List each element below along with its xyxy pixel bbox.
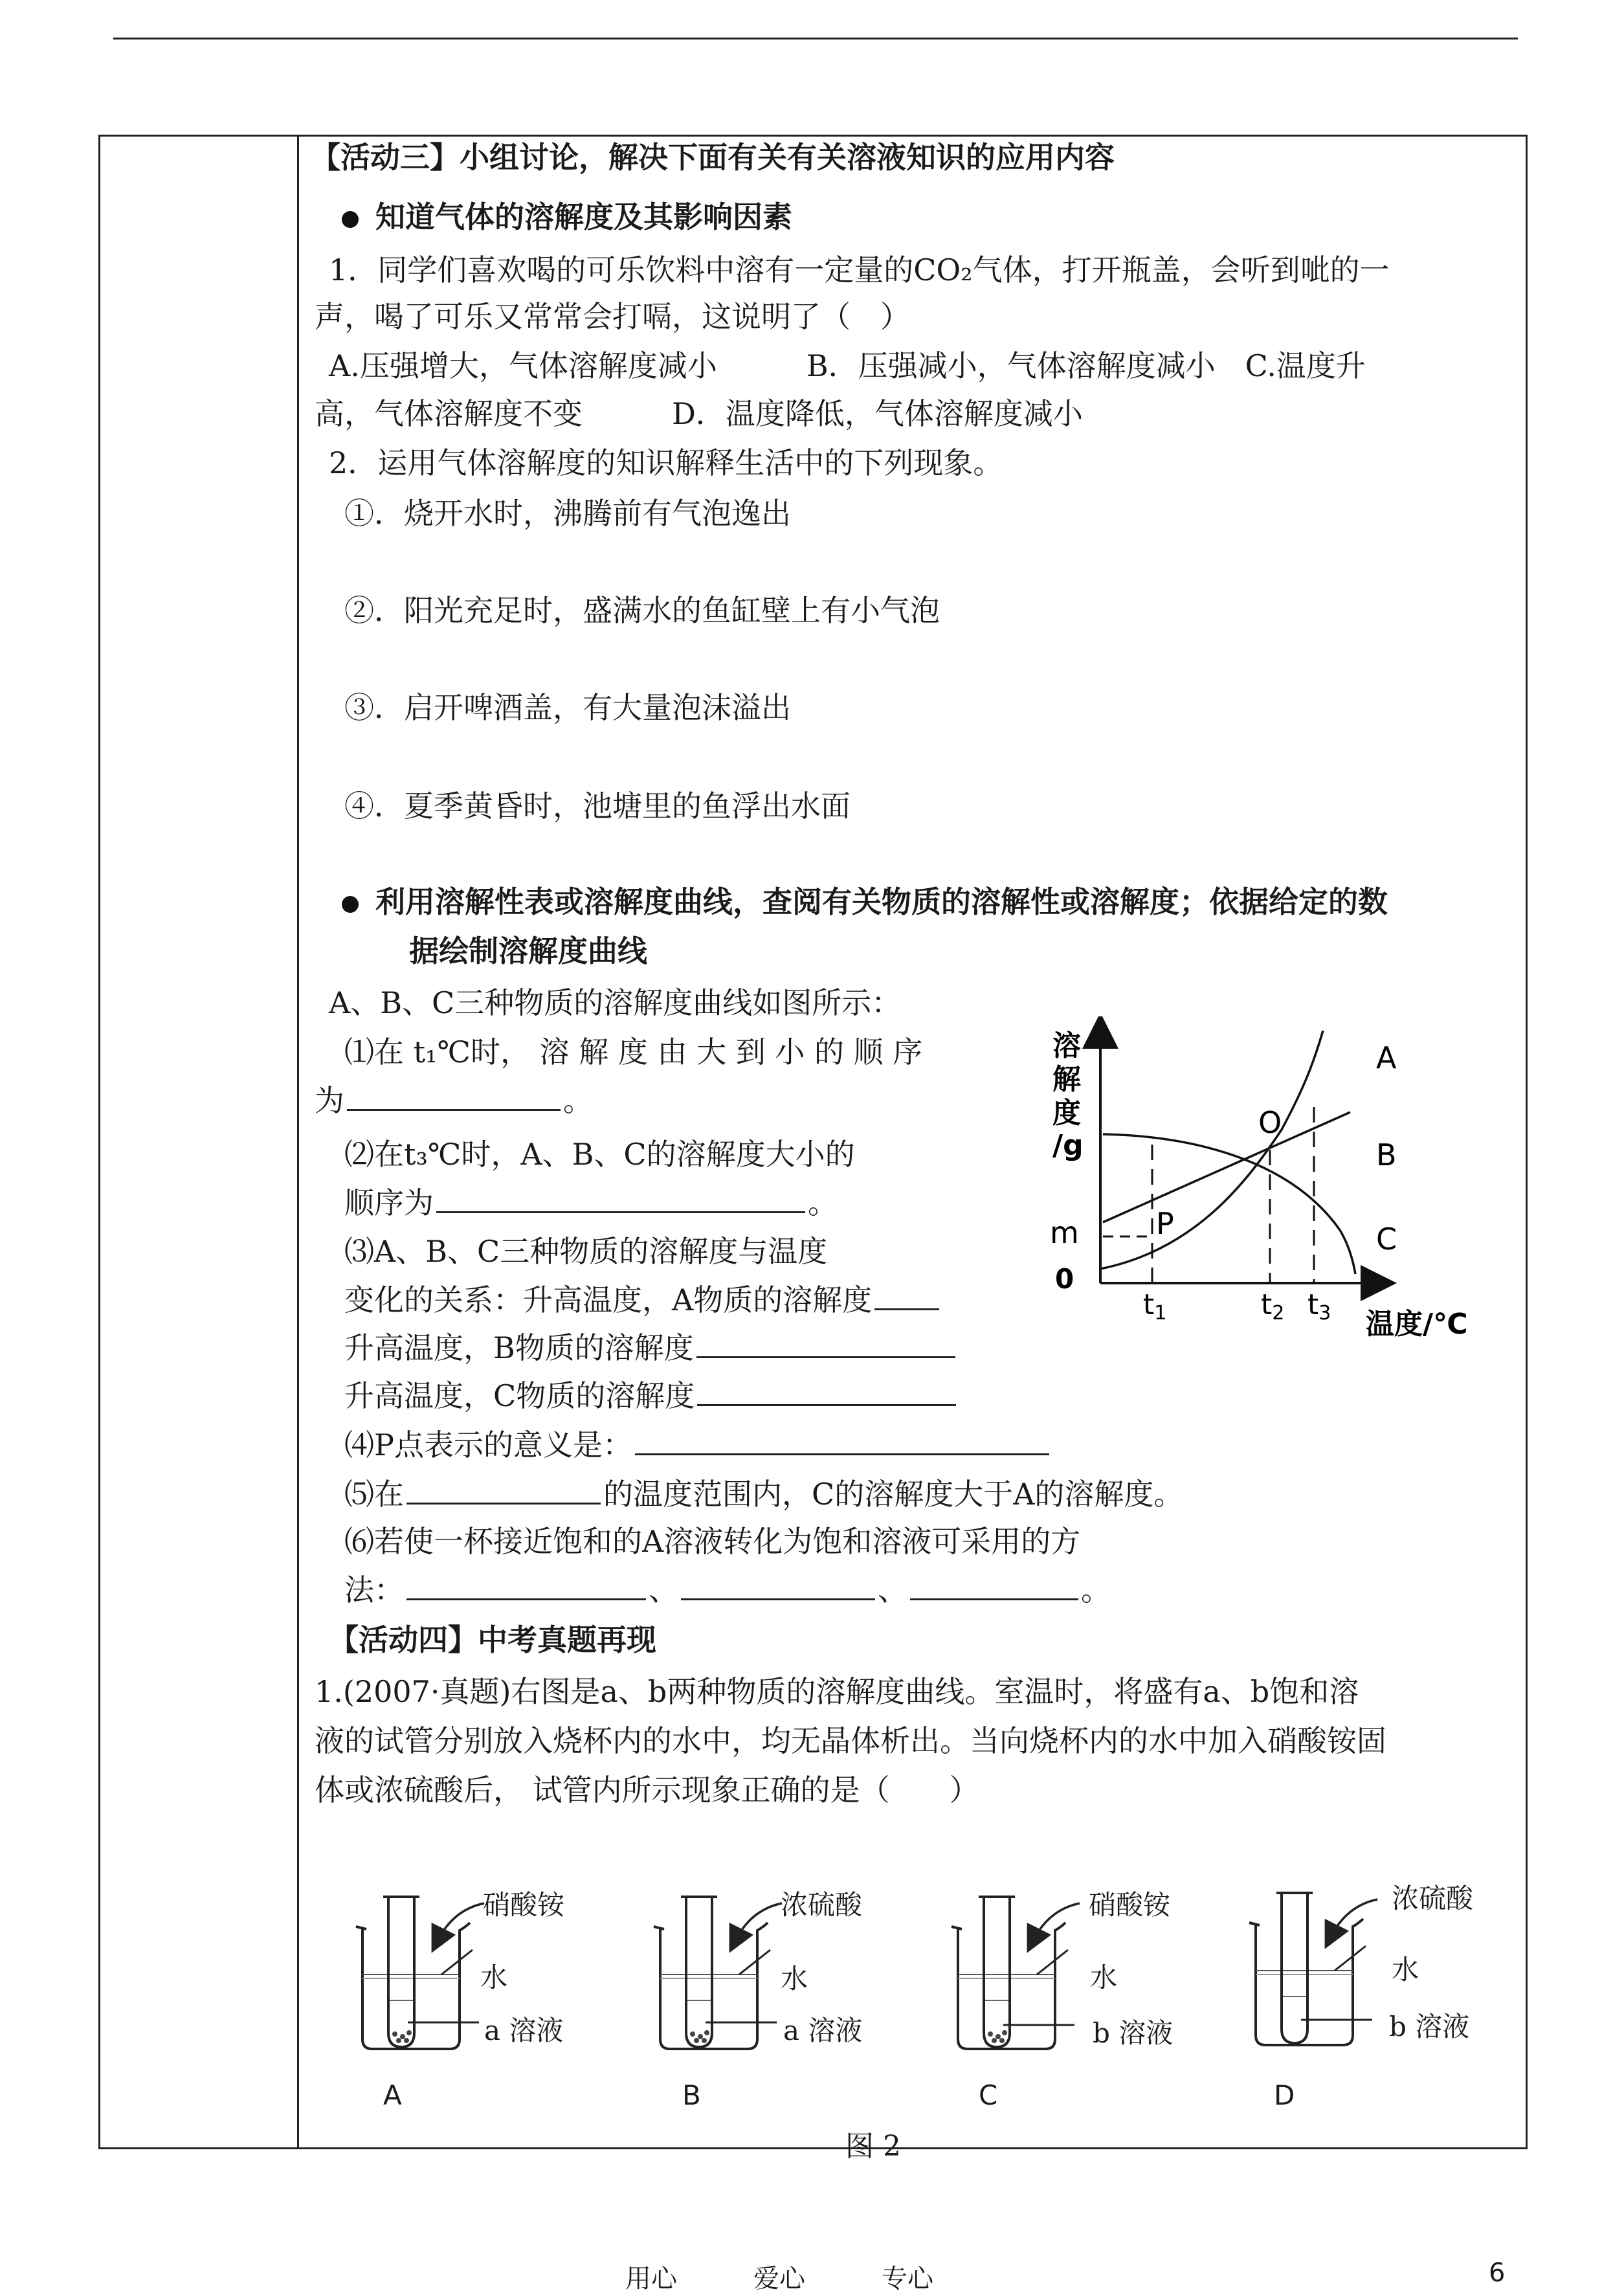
beaker-c (951, 1897, 1080, 2049)
q2-item1: ①．烧开水时，沸腾前有气泡逸出 (344, 496, 791, 531)
beaker-c-water: 水 (1090, 1962, 1118, 1993)
label-t1: t1 (1143, 1288, 1167, 1325)
label-m: m (1050, 1215, 1079, 1250)
footer-motto-1: 用心 (625, 2264, 677, 2293)
answer-blank[interactable] (696, 1330, 955, 1358)
y-label-1: 溶 (1052, 1029, 1081, 1062)
q1-options-line1: A.压强增大，气体溶解度减小 B．压强减小，气体溶解度减小 C.温度升 (329, 348, 1366, 383)
activity4-heading: 【活动四】中考真题再现 (329, 1622, 656, 1657)
curve-intro: A、B、C三种物质的溶解度曲线如图所示： (329, 985, 902, 1020)
answer-blank[interactable] (406, 1476, 601, 1504)
c4-line: ⑷P点表示的意义是： (344, 1427, 1052, 1463)
activity4-q-line3: 体或浓硫酸后， 试管内所示现象正确的是（ ） (315, 1773, 979, 1807)
beaker-b-reagent: 浓硫酸 (781, 1889, 863, 1921)
bullet-solubility-curves (342, 884, 1388, 920)
c1-line1: ⑴在 t₁℃时， 溶 解 度 由 大 到 小 的 顺 序 (344, 1035, 923, 1069)
label-origin: 0 (1055, 1263, 1074, 1295)
page-number: 6 (1489, 2258, 1506, 2288)
label-o: O (1258, 1105, 1282, 1140)
beaker-b-solution: a 溶液 (783, 2015, 863, 2046)
answer-blank[interactable] (347, 1082, 561, 1111)
header-rule (113, 38, 1518, 39)
answer-blank[interactable] (681, 1572, 875, 1600)
beaker-a-water: 水 (480, 1962, 508, 1993)
q2-item3: ③．启开啤酒盖，有大量泡沫溢出 (344, 690, 791, 725)
beaker-c-reagent: 硝酸铵 (1089, 1889, 1171, 1921)
c5-line: ⑸在 的温度范围内，C的溶解度大于A的溶解度。 (344, 1477, 1184, 1512)
beaker-c-solution: b 溶液 (1093, 2017, 1174, 2049)
y-label-3: 度 (1052, 1097, 1081, 1130)
bullet-icon (342, 211, 359, 228)
beaker-d-reagent: 浓硫酸 (1392, 1883, 1474, 1914)
figure-caption: 图 2 (845, 2130, 901, 2163)
beaker-a-reagent: 硝酸铵 (483, 1889, 565, 1921)
c3-line4: 升高温度，C物质的溶解度 (344, 1378, 959, 1414)
bullet-solubility-curves-line2: 据绘制溶解度曲线 (409, 934, 647, 968)
label-a: A (1376, 1040, 1397, 1075)
label-t3: t3 (1307, 1288, 1331, 1325)
beaker-d-water: 水 (1392, 1954, 1419, 1985)
bullet-text: 利用溶解性表或溶解度曲线，查阅有关物质的溶解性或溶解度；依据给定的数 (375, 884, 1388, 919)
table-column-divider (297, 135, 299, 2149)
q2-item2: ②．阳光充足时，盛满水的鱼缸壁上有小气泡 (344, 593, 940, 628)
footer-motto-2: 爱心 (753, 2264, 805, 2293)
label-t2: t2 (1261, 1288, 1285, 1325)
y-label-2: 解 (1052, 1063, 1081, 1096)
answer-blank[interactable] (635, 1427, 1049, 1455)
bullet-icon (342, 896, 359, 913)
bullet-text: 知道气体的溶解度及其影响因素 (375, 199, 792, 234)
answer-blank[interactable] (436, 1185, 805, 1213)
beaker-c-letter: C (979, 2079, 998, 2111)
q1-line1: 1．同学们喜欢喝的可乐饮料中溶有一定量的CO₂气体，打开瓶盖，会听到呲的一 (329, 252, 1390, 287)
c2-line2: 顺序为 。 (344, 1185, 838, 1220)
c3-line2: 变化的关系：升高温度，A物质的溶解度 (344, 1282, 942, 1318)
beaker-b-letter: B (682, 2079, 701, 2111)
q2-item4: ④．夏季黄昏时，池塘里的鱼浮出水面 (344, 789, 851, 823)
answer-blank[interactable] (910, 1572, 1078, 1600)
q1-line2: 声，喝了可乐又常常会打嗝，这说明了（ ） (315, 299, 910, 334)
c1-line2: 为 。 (315, 1083, 593, 1118)
q1-options-line2: 高，气体溶解度不变 D．温度降低，气体溶解度减小 (315, 396, 1083, 431)
answer-blank[interactable] (406, 1572, 646, 1600)
q2-title: 2．运用气体溶解度的知识解释生活中的下列现象。 (329, 445, 1003, 480)
bullet-gas-solubility (342, 199, 792, 235)
answer-blank[interactable] (874, 1282, 939, 1310)
solubility-curve-diagram (1036, 1016, 1502, 1359)
activity3-heading: 【活动三】小组讨论，解决下面有关有关溶液知识的应用内容 (311, 140, 1115, 175)
activity4-q-line2: 液的试管分别放入烧杯内的水中，均无晶体析出。当向烧杯内的水中加入硝酸铵固 (315, 1723, 1386, 1758)
beaker-a (356, 1897, 484, 2049)
beaker-b-water: 水 (781, 1963, 808, 1995)
beaker-b (654, 1897, 782, 2049)
footer-motto-3: 专心 (882, 2264, 933, 2293)
label-c: C (1376, 1222, 1397, 1257)
c3-line1: ⑶A、B、C三种物质的溶解度与温度 (344, 1234, 828, 1269)
beaker-a-solution: a 溶液 (484, 2015, 564, 2046)
x-label: 温度/℃ (1366, 1308, 1468, 1341)
label-p: P (1156, 1206, 1174, 1241)
beaker-a-letter: A (383, 2079, 402, 2111)
answer-blank[interactable] (697, 1378, 956, 1406)
c6-line2: 法： 、 、 。 (344, 1572, 1111, 1607)
activity4-q-line1: 1.(2007·真题)右图是a、b两种物质的溶解度曲线。室温时，将盛有a、b饱和溶 (315, 1674, 1359, 1709)
label-b: B (1376, 1137, 1397, 1172)
beaker-d-letter: D (1274, 2079, 1295, 2111)
curve-c (1103, 1134, 1355, 1274)
beaker-d-solution: b 溶液 (1389, 2011, 1470, 2042)
beaker-d (1249, 1893, 1377, 2045)
c2-line1: ⑵在t₃℃时，A、B、C的溶解度大小的 (344, 1137, 855, 1172)
y-label-4: /g (1052, 1129, 1084, 1162)
c6-line1: ⑹若使一杯接近饱和的A溶液转化为饱和溶液可采用的方 (344, 1524, 1081, 1559)
c3-line3: 升高温度，B物质的溶解度 (344, 1330, 958, 1366)
